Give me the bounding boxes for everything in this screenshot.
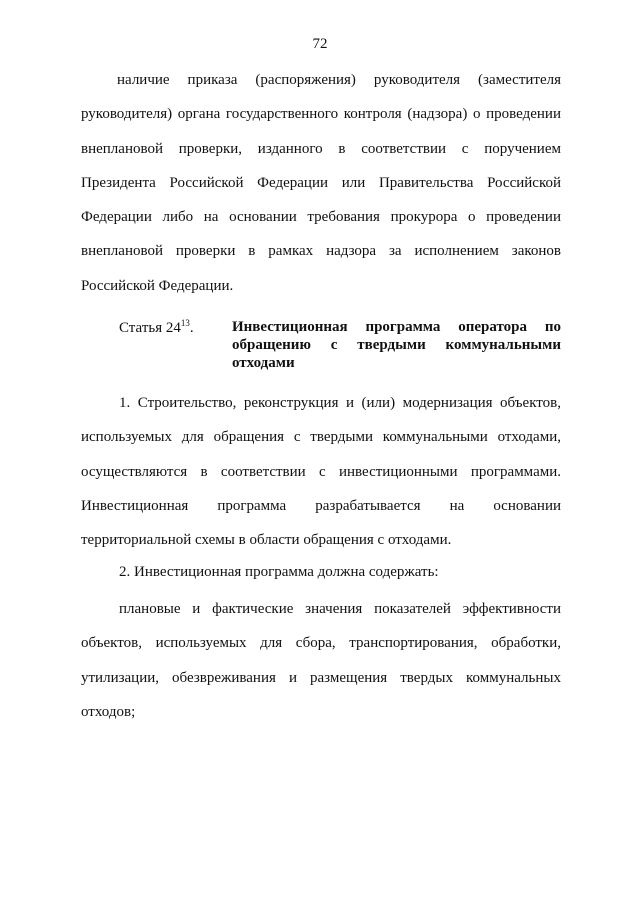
paragraph-1: 1. Строительство, реконструкция и (или) модернизация объектов, используемых для обращения с твердыми коммунальными отходами, осуществляются в соответствии с инвестиционными программами. Инвестиционная программа разрабатывается на основании территориальной схемы в области обращения с отходами. xyxy=(81,395,561,549)
article-number xyxy=(119,318,194,337)
page-number: 72 xyxy=(312,36,328,52)
paragraph-3: плановые и фактические значения показателей эффективности объектов, используемых для сбора, транспортирования, обработки, утилизации, обезвреживания и размещения твердых коммунальных отходов; xyxy=(81,601,561,720)
article-number-suffix: . xyxy=(189,320,194,336)
continuation-paragraph: наличие приказа (распоряжения) руководителя (заместителя руководителя) органа государственного контроля (надзора) о проведении внеплановой проверки, изданного в соответствии с поручением Президента Российской Федерации или Правительства Российской Федерации либо на основании требования прокурора о проведении внеплановой проверки в рамках надзора за исполнением законов Российской Федерации. xyxy=(81,72,561,294)
article-title: Инвестиционная программа оператора по обращению с твердыми коммунальными отходами xyxy=(232,319,561,371)
article-number-prefix: Статья 24 xyxy=(119,320,181,336)
article-number-superscript: 13 xyxy=(180,318,190,328)
paragraph-2: 2. Инвестиционная программа должна содержать: xyxy=(119,564,439,580)
